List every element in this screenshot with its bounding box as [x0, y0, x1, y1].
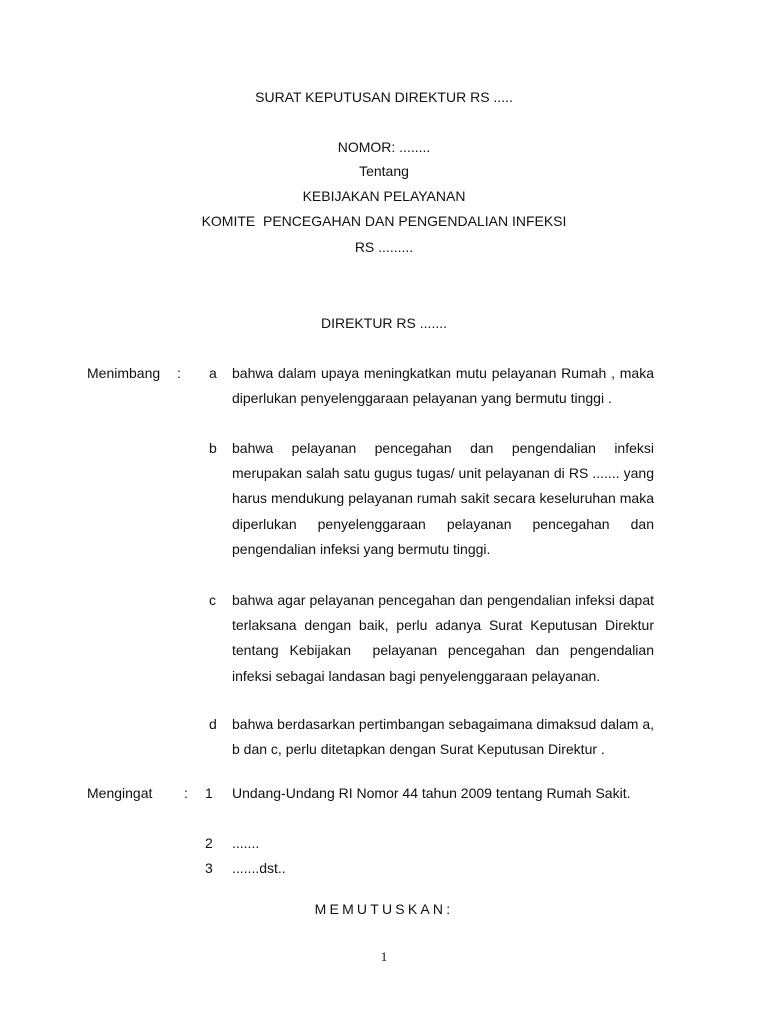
subject-line-1: KEBIJAKAN PELAYANAN	[302, 188, 466, 204]
page-number: 1	[380, 949, 388, 964]
document-title: SURAT KEPUTUSAN DIREKTUR RS .....	[255, 89, 513, 105]
menimbang-item-c: bahwa agar pelayanan pencegahan dan pengendalian infeksi dapat terlaksana dengan baik, perlu adanya Surat Keputusan Direktur tentang Kebijakan pelayanan pencegahan dan pengendalian infeksi sebagai landasan bagi penyelenggaraan pelayanan.	[232, 592, 658, 684]
document-number: NOMOR: ........	[337, 139, 431, 155]
subject-line-2: KOMITE PENCEGAHAN DAN PENGENDALIAN INFEKSI	[201, 213, 567, 229]
issuer-heading: DIREKTUR RS .......	[320, 315, 447, 331]
menimbang-colon: :	[177, 365, 181, 381]
mengingat-item-3: .......dst..	[232, 860, 286, 876]
menimbang-marker-b: b	[209, 440, 217, 456]
mengingat-label: Mengingat	[87, 785, 153, 801]
menimbang-marker-c: c	[209, 592, 216, 608]
menimbang-marker-d: d	[209, 716, 217, 732]
mengingat-marker-3: 3	[205, 860, 213, 876]
mengingat-marker-1: 1	[205, 785, 213, 801]
subject-line-3: RS .........	[354, 239, 414, 255]
menimbang-label: Menimbang	[87, 365, 161, 381]
memutuskan-heading: MEMUTUSKAN:	[314, 901, 454, 917]
menimbang-marker-a: a	[209, 365, 217, 381]
mengingat-marker-2: 2	[205, 835, 213, 851]
mengingat-item-1: Undang-Undang RI Nomor 44 tahun 2009 tentang Rumah Sakit.	[232, 785, 631, 801]
menimbang-item-d: bahwa berdasarkan pertimbangan sebagaimana dimaksud dalam a, b dan c, perlu ditetapkan dengan Surat Keputusan Direktur .	[232, 716, 654, 758]
tentang-label: Tentang	[359, 163, 409, 179]
mengingat-colon: :	[184, 785, 188, 801]
mengingat-item-2: .......	[232, 835, 260, 851]
menimbang-item-a: bahwa dalam upaya meningkatkan mutu pelayanan Rumah , maka diperlukan penyelenggaraan pelayanan yang bermutu tinggi .	[232, 365, 654, 407]
menimbang-item-b: bahwa pelayanan pencegahan dan pengendalian infeksi merupakan salah satu gugus tugas/ unit pelayanan di RS ....... yang harus mendukung pelayanan rumah sakit secara keseluruhan maka diperlukan penyelenggaraan pelayanan pencegahan dan pengendalian infeksi yang bermutu tinggi.	[232, 440, 654, 557]
